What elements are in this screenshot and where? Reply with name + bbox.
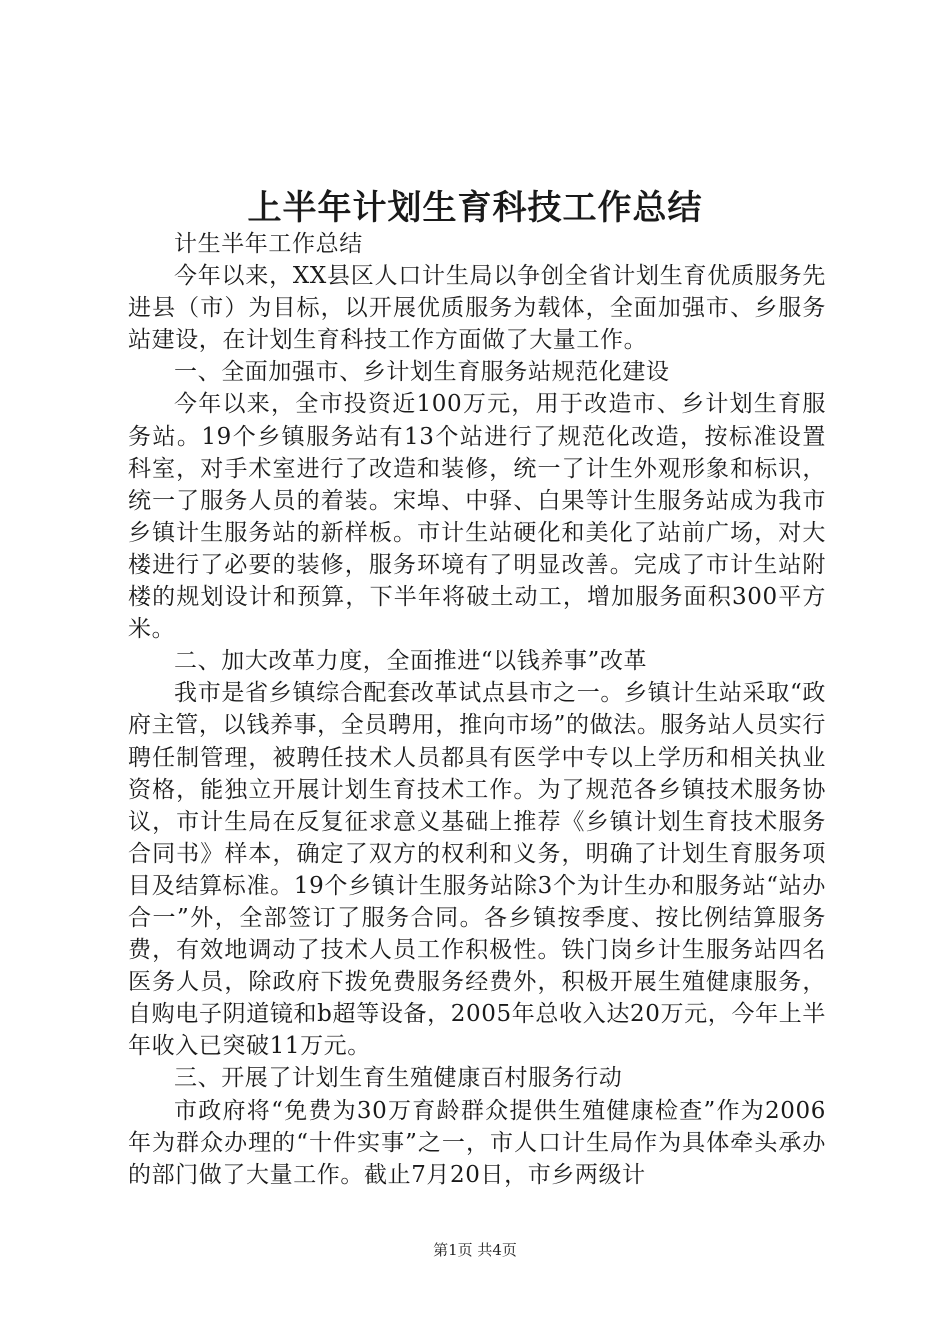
section-1-paragraph: 今年以来，全市投资近100万元，用于改造市、乡计划生育服务站。19个乡镇服务站有13个站进行了规范化改造，按标准设置科室，对手术室进行了改造和装修，统一了计生外观形象和标识，统一了服务人员的着装。宋埠、中驿、白果等计生服务站成为我市乡镇计生服务站的新样板。市计生站硬化和美化了站前广场，对大楼进行了必要的装修，服务环境有了明显改善。完成了市计生站附楼的规划设计和预算，下半年将破土动工，增加服务面积300平方米。 [128,391,826,643]
document-body [128,228,826,1191]
document-title: 上半年计划生育科技工作总结 [247,188,703,228]
section-3-heading: 三、开展了计划生育生殖健康百村服务行动 [174,1065,623,1092]
section-2-paragraph: 我市是省乡镇综合配套改革试点县市之一。乡镇计生站采取“政府主管，以钱养事，全员聘用，推向市场”的做法。服务站人员实行聘任制管理，被聘任技术人员都具有医学中专以上学历和相关执业资格，能独立开展计划生育技术工作。为了规范各乡镇技术服务协议，市计生局在反复征求意义基础上推荐《乡镇计划生育技术服务合同书》样本，确定了双方的权利和义务，明确了计划生育服务项目及结算标准。19个乡镇计生服务站除3个为计生办和服务站“站办合一”外，全部签订了服务合同。各乡镇按季度、按比例结算服务费，有效地调动了技术人员工作积极性。铁门岗乡计生服务站四名医务人员，除政府下拨免费服务经费外，积极开展生殖健康服务，自购电子阴道镜和b超等设备，2005年总收入达20万元，今年上半年收入已突破11万元。 [128,680,826,1060]
section-3-paragraph: 市政府将“免费为30万育龄群众提供生殖健康检查”作为2006年为群众办理的“十件实事”之一，市人口计生局作为具体牵头承办的部门做了大量工作。截止7月20日，市乡两级计 [128,1097,826,1188]
document-subtitle: 计生半年工作总结 [174,231,363,257]
section-1-heading: 一、全面加强市、乡计划生育服务站规范化建设 [174,359,670,386]
page-number-footer: 第1页 共4页 [433,1241,517,1259]
section-2-heading: 二、加大改革力度，全面推进“以钱养事”改革 [174,648,648,675]
intro-paragraph: 今年以来，XX县区人口计生局以争创全省计划生育优质服务先进县（市）为目标，以开展优质服务为载体，全面加强市、乡服务站建设，在计划生育科技工作方面做了大量工作。 [128,263,826,354]
